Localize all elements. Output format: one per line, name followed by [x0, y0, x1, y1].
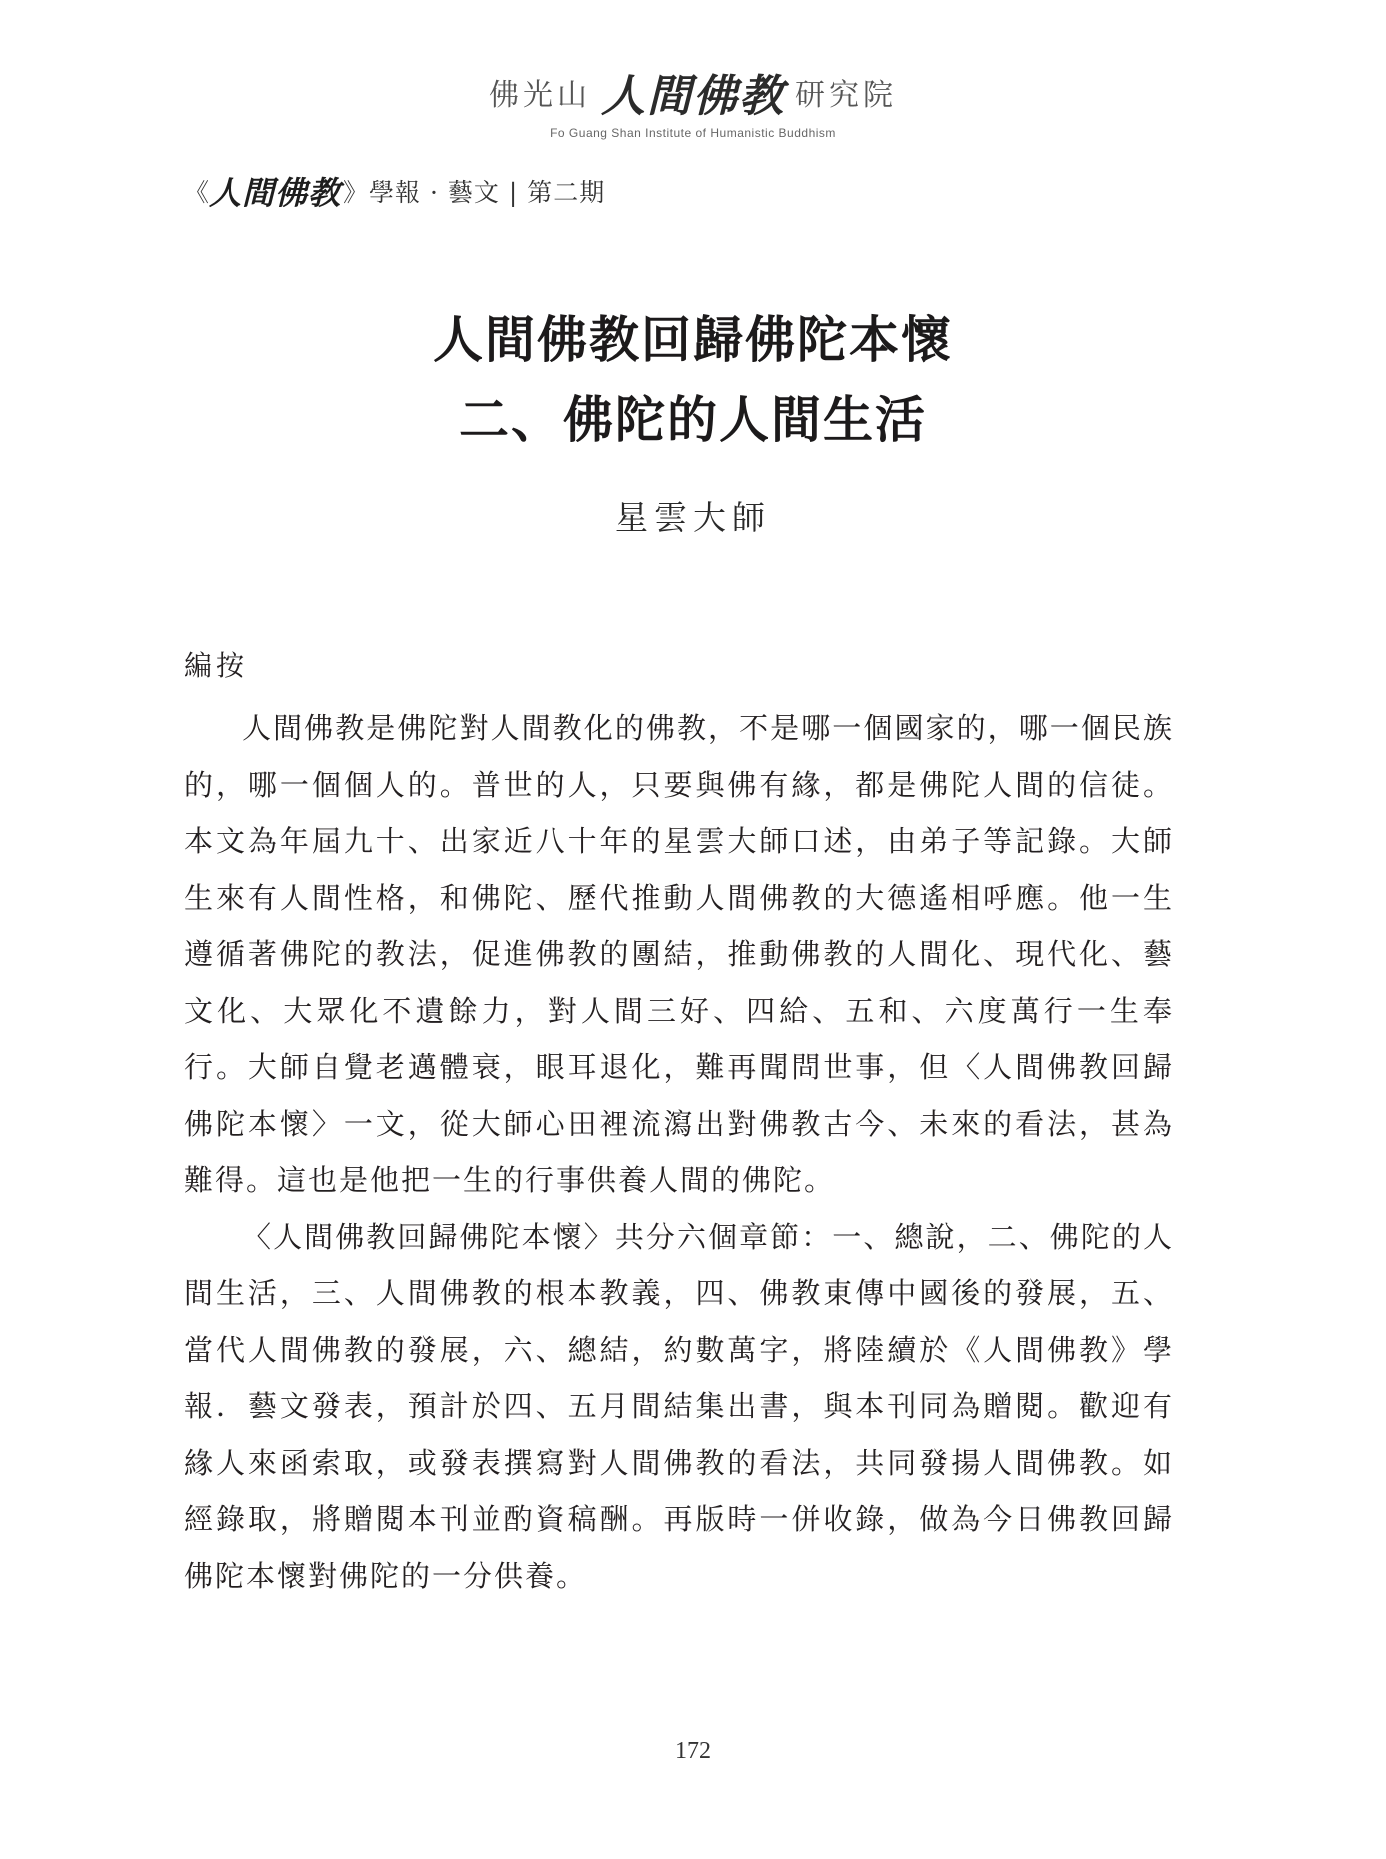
page-header [0, 60, 1386, 140]
title-line-2: 二、佛陀的人間生活 [459, 390, 927, 449]
institute-english-name: Fo Guang Shan Institute of Humanistic Buddhism [550, 126, 836, 140]
article-author: 星雲大師 [615, 498, 771, 537]
institute-suffix: 研究院 [795, 78, 897, 113]
institute-name-line [0, 60, 1386, 124]
journal-logo: 人間佛教 [209, 174, 342, 212]
page-number: 172 [675, 1738, 711, 1764]
institute-logo: 人間佛教 [601, 71, 785, 122]
article-body [184, 700, 1174, 1604]
article-title [0, 300, 1386, 460]
journal-issue-info: 》學報 · 藝文 | 第二期 [343, 178, 606, 207]
paragraph-2: 〈人間佛教回歸佛陀本懷〉共分六個章節：一、總說，二、佛陀的人間生活，三、人間佛教的根本教義，四、佛教東傳中國後的發展，五、當代人間佛教的發展，六、總結，約數萬字，將陸續於《人間佛教》學報．藝文發表，預計於四、五月間結集出書，與本刊同為贈閱。歡迎有緣人來函索取，或發表撰寫對人間佛教的看法，共同發揚人間佛教。如經錄取，將贈閱本刊並酌資稿酬。再版時一併收錄，做為今日佛教回歸佛陀本懷對佛陀的一分供養。 [184, 1219, 1174, 1593]
institute-prefix: 佛光山 [489, 78, 591, 113]
journal-running-head [184, 168, 605, 214]
editor-note-label: 編按 [184, 649, 249, 682]
paragraph-1: 人間佛教是佛陀對人間教化的佛教，不是哪一個國家的，哪一個民族的，哪一個個人的。普世的人，只要與佛有緣，都是佛陀人間的信徒。本文為年屆九十、出家近八十年的星雲大師口述，由弟子等記錄。大師生來有人間性格，和佛陀、歷代推動人間佛教的大德遙相呼應。他一生遵循著佛陀的教法，促進佛教的團結，推動佛教的人間化、現代化、藝文化、大眾化不遺餘力，對人間三好、四給、五和、六度萬行一生奉行。大師自覺老邁體衰，眼耳退化，難再聞問世事，但〈人間佛教回歸佛陀本懷〉一文，從大師心田裡流瀉出對佛教古今、未來的看法，甚為難得。這也是他把一生的行事供養人間的佛陀。 [184, 711, 1174, 1197]
title-line-1: 人間佛教回歸佛陀本懷 [433, 310, 953, 369]
journal-open-bracket: 《 [184, 178, 210, 207]
